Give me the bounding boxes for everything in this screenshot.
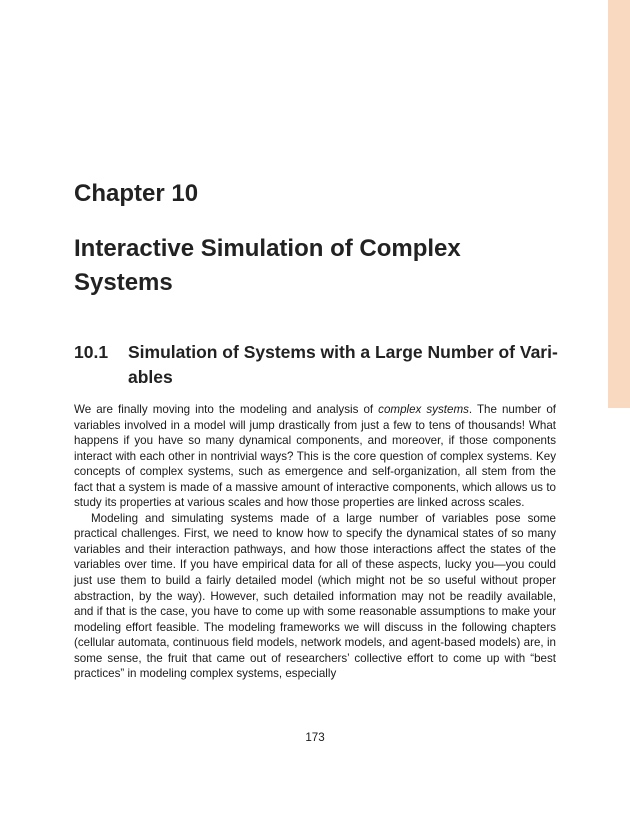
chapter-label: Chapter 10: [74, 180, 199, 207]
page-number: 173: [305, 731, 325, 744]
body-text: [74, 402, 556, 682]
paragraph-2: Modeling and simulating systems made of a large number of variables pose some practical challenges. First, we need to know how to specify the dynamical states of so many variables and their interaction pathways, and how those interactions affect the states of the variables over time. If you have empirical data for all of these aspects, lucky you—you could just use them to build a fairly detailed model (which might not be so useful without proper abstraction, by the way). However, such detailed information may not be readily available, and if that is the case, you have to come up with some reasonable assumptions to make your modeling effort feasible. The modeling frameworks we will discuss in the following chapters (cellular automata, continuous field models, network models, and agent-based models) are, in some sense, the fruit that came out of researchers’ collective effort to come up with “best practices” in modeling complex systems, especially: [74, 511, 556, 681]
paragraph-1-rest: . The number of variables involved in a model will jump drastically from just a few to tens of thousands! What happens if you have so many dynamical components, and moreover, if those components interact with each other in nontrivial ways? This is the core question of complex systems. Key concepts of complex systems, such as emergence and self-organization, all stem from the fact that a system is made of a massive amount of interactive components, which allows us to study its properties at various scales and how those properties are linked across scales.: [74, 403, 557, 510]
paragraph-1: [74, 402, 556, 511]
section-number: 10.1: [74, 342, 109, 362]
section-heading: [74, 340, 564, 390]
chapter-title: Interactive Simulation of Complex Systems: [74, 235, 461, 296]
emphasis-complex-systems: complex systems: [378, 403, 469, 416]
paragraph-1-start: We are finally moving into the modeling and analysis of: [74, 403, 379, 416]
section-title: Simulation of Systems with a Large Number of Variables: [128, 342, 558, 387]
chapter-thumb-tab: [608, 0, 630, 408]
